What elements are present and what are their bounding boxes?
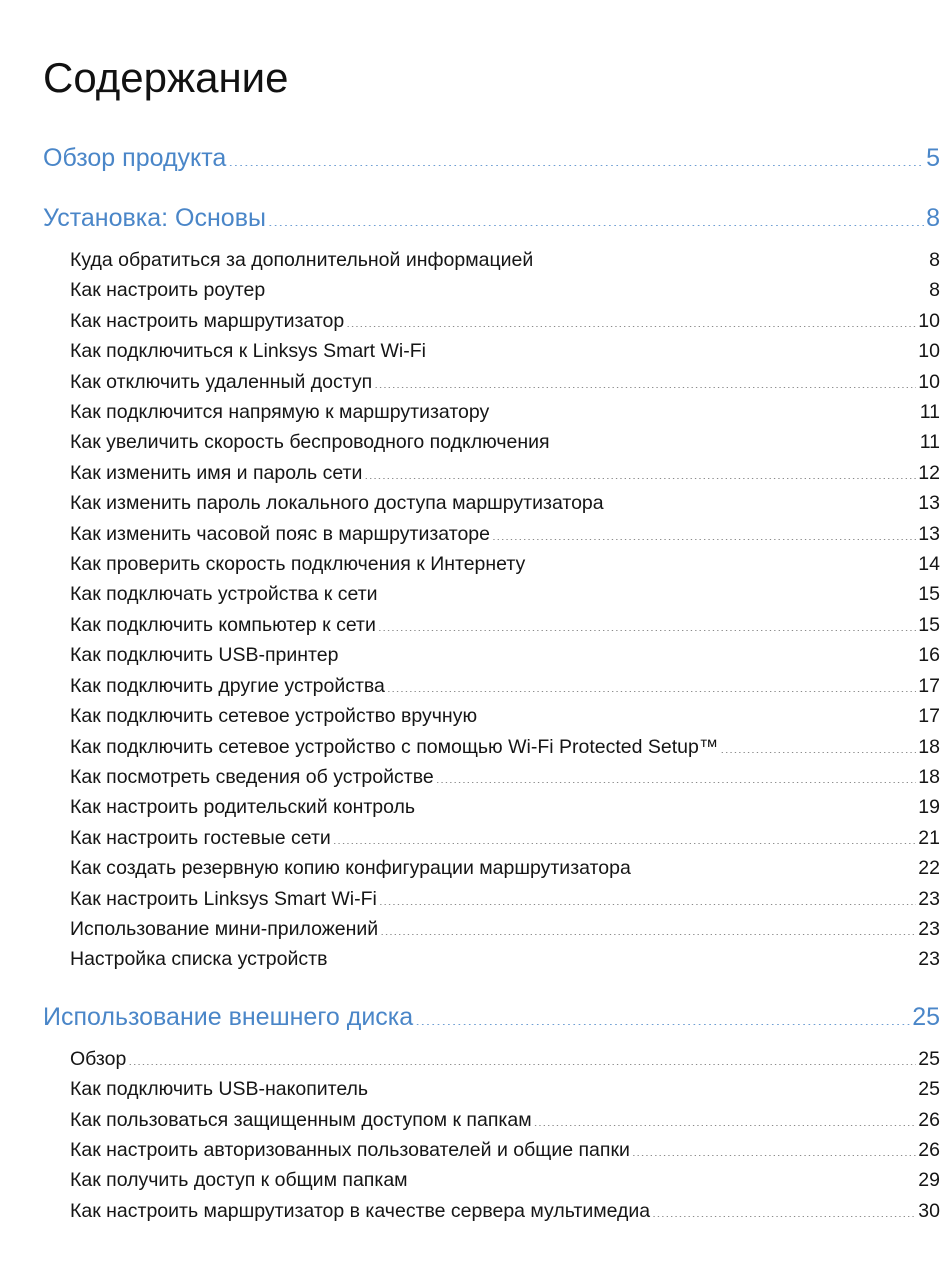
toc-entry-label: Как подключить сетевое устройство с помощью Wi-Fi Protected Setup™ — [70, 735, 719, 758]
toc-entry-page-number: 10 — [918, 340, 940, 363]
toc-entry[interactable] — [43, 397, 940, 427]
toc-entry[interactable] — [43, 427, 940, 457]
toc-entry-label: Как проверить скорость подключения к Интернету — [70, 553, 526, 576]
toc-entry-label: Как увеличить скорость беспроводного подключения — [70, 431, 550, 454]
toc-entry-page-number: 22 — [918, 857, 940, 880]
toc-entry[interactable] — [43, 1074, 940, 1104]
toc-entry[interactable] — [43, 732, 940, 762]
toc-entry[interactable] — [43, 701, 940, 731]
toc-entry-label: Как подключить другие устройства — [70, 674, 385, 697]
dot-leader — [606, 490, 917, 510]
dot-leader — [552, 429, 918, 449]
dot-leader — [632, 1136, 916, 1156]
dot-leader — [535, 247, 927, 267]
toc-entry[interactable] — [43, 275, 940, 305]
toc-entry-page-number: 10 — [918, 370, 940, 393]
dot-leader — [340, 642, 916, 662]
toc-entry-page-number: 17 — [918, 674, 940, 697]
toc-chapter-label: Обзор продукта — [43, 144, 227, 172]
toc-entry-page-number: 25 — [918, 1078, 940, 1101]
dot-leader — [370, 1076, 916, 1096]
toc-entry-page-number: 21 — [918, 826, 940, 849]
toc-entry-label: Как подключить USB-накопитель — [70, 1078, 369, 1101]
toc-entry-label: Как изменить имя и пароль сети — [70, 461, 363, 484]
dot-leader — [652, 1197, 916, 1217]
toc-entry-label: Использование мини-приложений — [70, 917, 379, 940]
toc-chapter-page-number: 5 — [926, 144, 940, 172]
dot-leader — [379, 885, 916, 905]
dot-leader — [228, 141, 924, 166]
toc-entry-page-number: 23 — [918, 887, 940, 910]
toc-entry[interactable] — [43, 610, 940, 640]
toc-entry-label: Как получить доступ к общим папкам — [70, 1169, 408, 1192]
toc-entry-label: Как настроить Linksys Smart Wi-Fi — [70, 887, 377, 910]
toc-entry[interactable] — [43, 762, 940, 792]
toc-chapter[interactable] — [43, 200, 940, 236]
toc-entry-list — [43, 245, 940, 975]
toc-entry-page-number: 25 — [918, 1047, 940, 1070]
toc-entry-page-number: 23 — [918, 917, 940, 940]
toc-entry-page-number: 15 — [918, 613, 940, 636]
dot-leader — [333, 824, 917, 844]
toc-entry-page-number: 13 — [918, 522, 940, 545]
dot-leader — [128, 1045, 916, 1065]
toc-entry[interactable] — [43, 306, 940, 336]
dot-leader — [527, 551, 916, 571]
dot-leader — [380, 915, 916, 935]
toc-entry-label: Как настроить гостевые сети — [70, 826, 331, 849]
dot-leader — [720, 733, 916, 753]
toc-entry-page-number: 23 — [918, 948, 940, 971]
toc-entry-page-number: 10 — [918, 309, 940, 332]
dot-leader — [374, 368, 916, 388]
toc-entry-label: Как пользоваться защищенным доступом к папкам — [70, 1108, 532, 1131]
toc-entry-label: Как подключить компьютер к сети — [70, 613, 376, 636]
toc-entry-page-number: 19 — [918, 796, 940, 819]
dot-leader — [268, 201, 924, 226]
toc-entry[interactable] — [43, 914, 940, 944]
toc-chapter[interactable] — [43, 999, 940, 1035]
toc-entry-page-number: 18 — [918, 735, 940, 758]
toc-entry[interactable] — [43, 1165, 940, 1195]
toc-entry-page-number: 12 — [918, 461, 940, 484]
toc-entry-label: Как настроить роутер — [70, 279, 266, 302]
toc-chapter[interactable] — [43, 140, 940, 176]
toc-entry-label: Обзор — [70, 1047, 127, 1070]
toc-entry[interactable] — [43, 671, 940, 701]
toc-entry-label: Настройка списка устройств — [70, 948, 328, 971]
toc-entry-page-number: 14 — [918, 553, 940, 576]
toc-entry-page-number: 30 — [918, 1199, 940, 1222]
toc-entry-label: Как отключить удаленный доступ — [70, 370, 373, 393]
toc-entry-page-number: 29 — [918, 1169, 940, 1192]
toc-entry-label: Как создать резервную копию конфигурации маршрутизатора — [70, 857, 631, 880]
dot-leader — [479, 703, 916, 723]
toc-chapter-label: Использование внешнего диска — [43, 1002, 414, 1031]
toc-entry[interactable] — [43, 367, 940, 397]
dot-leader — [534, 1106, 917, 1126]
dot-leader — [380, 581, 917, 601]
toc-entry[interactable] — [43, 1135, 940, 1165]
dot-leader — [415, 1000, 910, 1025]
toc-entry-page-number: 26 — [918, 1138, 940, 1161]
toc-entry[interactable] — [43, 1044, 940, 1074]
toc-entry-label: Как посмотреть сведения об устройстве — [70, 765, 434, 788]
toc-entry-label: Как настроить маршрутизатор — [70, 309, 345, 332]
dot-leader — [436, 763, 917, 783]
dot-leader — [346, 307, 916, 327]
toc-entry[interactable] — [43, 336, 940, 366]
toc-entry-label: Как настроить родительский контроль — [70, 796, 416, 819]
dot-leader — [378, 611, 916, 631]
toc-entry-label: Как подключится напрямую к маршрутизатору — [70, 401, 490, 424]
toc-entry[interactable] — [43, 792, 940, 822]
dot-leader — [633, 855, 917, 875]
dot-leader — [364, 459, 916, 479]
dot-leader — [410, 1167, 917, 1187]
toc-entry[interactable] — [43, 245, 940, 275]
toc-chapter-page-number: 8 — [926, 204, 940, 232]
toc-entry-page-number: 15 — [918, 583, 940, 606]
toc-entry-label: Как настроить авторизованных пользователей и общие папки — [70, 1138, 630, 1161]
toc-entry[interactable] — [43, 853, 940, 883]
toc-entry[interactable] — [43, 640, 940, 670]
toc-entry-page-number: 13 — [918, 492, 940, 515]
toc-entry-list — [43, 1044, 940, 1226]
toc-entry[interactable] — [43, 458, 940, 488]
toc-entry[interactable] — [43, 944, 940, 974]
toc-entry-page-number: 16 — [918, 644, 940, 667]
toc-entry-page-number: 11 — [919, 401, 940, 424]
toc-entry-page-number: 8 — [929, 249, 940, 271]
toc-entry-label: Как подключиться к Linksys Smart Wi-Fi — [70, 340, 426, 363]
toc-entry-page-number: 11 — [919, 431, 940, 454]
toc-entry[interactable] — [43, 884, 940, 914]
toc-entry[interactable] — [43, 1196, 940, 1226]
toc-chapter-label: Установка: Основы — [43, 204, 266, 232]
toc-entry-page-number: 8 — [929, 279, 940, 302]
dot-leader — [329, 946, 916, 966]
toc-entry[interactable] — [43, 488, 940, 518]
toc-entry[interactable] — [43, 579, 940, 609]
toc-entry[interactable] — [43, 1105, 940, 1135]
toc-entry[interactable] — [43, 823, 940, 853]
table-of-contents — [43, 140, 940, 1226]
toc-entry-page-number: 18 — [918, 765, 940, 788]
dot-leader — [491, 399, 917, 419]
toc-entry[interactable] — [43, 519, 940, 549]
dot-leader — [428, 338, 916, 358]
toc-entry-label: Куда обратиться за дополнительной информацией — [70, 249, 534, 271]
dot-leader — [417, 794, 916, 814]
toc-entry-page-number: 17 — [918, 705, 940, 728]
dot-leader — [267, 277, 927, 297]
toc-entry-label: Как изменить пароль локального доступа маршрутизатора — [70, 492, 604, 515]
page-title: Содержание — [43, 54, 289, 101]
dot-leader — [492, 520, 916, 540]
toc-entry-label: Как изменить часовой пояс в маршрутизаторе — [70, 522, 490, 545]
toc-entry-label: Как настроить маршрутизатор в качестве сервера мультимедиа — [70, 1199, 651, 1222]
toc-entry-label: Как подключать устройства к сети — [70, 583, 378, 606]
toc-entry-page-number: 26 — [918, 1108, 940, 1131]
toc-entry-label: Как подключить сетевое устройство вручную — [70, 705, 478, 728]
toc-entry-label: Как подключить USB-принтер — [70, 644, 339, 667]
dot-leader — [387, 672, 916, 692]
toc-entry[interactable] — [43, 549, 940, 579]
toc-chapter-page-number: 25 — [912, 1002, 940, 1031]
